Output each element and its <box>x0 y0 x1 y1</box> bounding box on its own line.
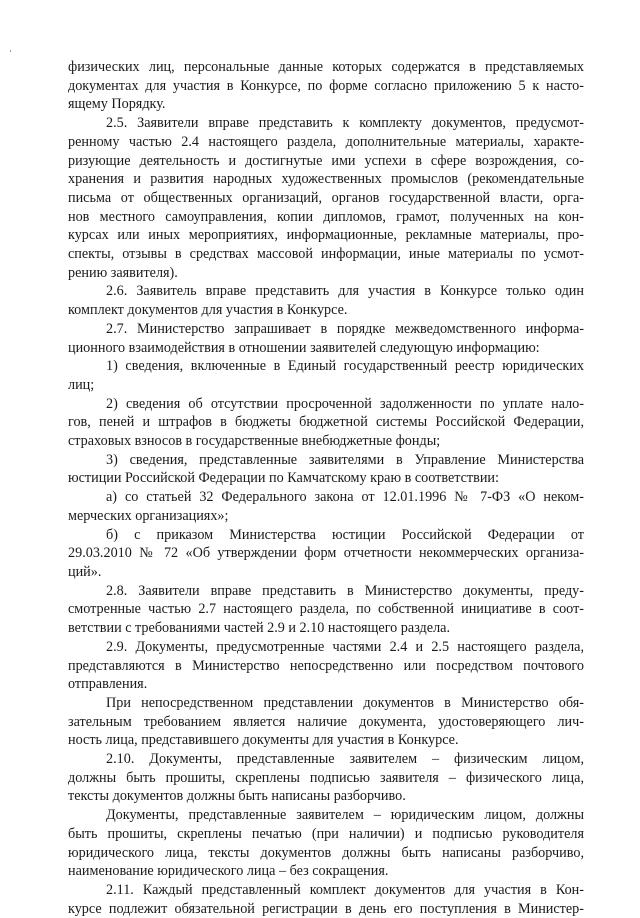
text-line: документах для участия в Конкурсе, по форме согласно приложению 5 к насто- <box>68 77 584 94</box>
text-line: ветствии с требованиями частей 2.9 и 2.10 настоящего раздела. <box>68 620 450 637</box>
text-line: курсе подлежит обязательной регистрации в день его поступления в Министер- <box>68 900 584 917</box>
text-line: а) со статьей 32 Федерального закона от 12.01.1996 № 7-ФЗ «О неком- <box>106 489 584 506</box>
text-line: должны быть прошиты, скреплены подписью заявителя – физического лица, <box>68 769 584 786</box>
text-line: юридического лица, тексты документов должны быть написаны разборчиво, <box>68 844 584 861</box>
text-line: наименование юридического лица – без сокращения. <box>68 863 389 880</box>
text-line: отправления. <box>68 676 148 693</box>
text-line: 2.7. Министерство запрашивает в порядке межведомственного информа- <box>106 320 584 337</box>
text-line: 2) сведения об отсутствии просроченной задолженности по уплате нало- <box>106 395 584 412</box>
text-line: письма от общественных организаций, органов государственной власти, орга- <box>68 189 584 206</box>
text-line: нов местного самоуправления, копии дипломов, грамот, полученных на кон- <box>68 208 584 225</box>
text-line: 2.11. Каждый представленный комплект документов для участия в Кон- <box>106 881 584 898</box>
document-body <box>68 58 584 918</box>
text-line: зательным требованием является наличие документа, удостоверяющего лич- <box>68 713 584 730</box>
text-line: рению заявителя). <box>68 264 178 281</box>
text-line: Документы, представленные заявителем – юридическим лицом, должны <box>106 807 584 824</box>
text-line: спекты, отзывы в средствах массовой информации, иные материалы по усмот- <box>68 246 584 263</box>
text-line: ренному частью 2.4 настоящего раздела, дополнительные материалы, характе- <box>68 133 584 150</box>
text-line: представляются в Министерство непосредственно или посредством почтового <box>68 657 584 674</box>
text-line: 2.9. Документы, предусмотренные частями 2.4 и 2.5 настоящего раздела, <box>106 638 584 655</box>
text-line: хранения и развития народных художественных промыслов (рекомендательные <box>68 171 584 188</box>
text-line: ционного взаимодействия в отношении заявителей следующую информацию: <box>68 339 540 356</box>
text-line: смотренные частью 2.7 настоящего раздела, по собственной инициативе в соот- <box>68 601 584 618</box>
text-line: 1) сведения, включенные в Единый государственный реестр юридических <box>106 358 584 375</box>
text-line: ций». <box>68 563 102 580</box>
text-line: юстиции Российской Федерации по Камчатскому краю в соответствии: <box>68 470 499 487</box>
text-line: 3) сведения, представленные заявителями в Управление Министерства <box>106 451 584 468</box>
text-line: лиц; <box>68 376 95 393</box>
text-line: 2.10. Документы, представленные заявителем – физическим лицом, <box>106 751 584 768</box>
text-line: быть прошиты, скреплены печатью (при наличии) и подписью руководителя <box>68 825 584 842</box>
text-line: ящему Порядку. <box>68 96 166 113</box>
text-line: 2.8. Заявители вправе представить в Министерство документы, преду- <box>106 582 584 599</box>
scan-artifact <box>10 50 11 52</box>
text-line: ризующие деятельность и достигнутые ими успехи в сфере возрождения, со- <box>68 152 584 169</box>
text-line: тексты документов должны быть написаны разборчиво. <box>68 788 406 805</box>
text-line: б) с приказом Министерства юстиции Российской Федерации от <box>106 526 584 543</box>
text-line: физических лиц, персональные данные которых содержатся в представляемых <box>68 59 584 75</box>
text-line: мерческих организациях»; <box>68 507 229 524</box>
text-line: 29.03.2010 № 72 «Об утверждении форм отчетности некоммерческих организа- <box>68 545 584 562</box>
text-line: 2.6. Заявитель вправе представить для участия в Конкурсе только один <box>106 283 584 300</box>
text-line: ность лица, представившего документы для участия в Конкурсе. <box>68 732 459 749</box>
text-line: страховых взносов в государственные внебюджетные фонды; <box>68 433 441 450</box>
text-line: курсах или иных мероприятиях, информационные, рекламные материалы, про- <box>68 227 584 244</box>
text-line: комплект документов для участия в Конкурсе. <box>68 302 348 319</box>
text-line: гов, пеней и штрафов в бюджеты бюджетной системы Российской Федерации, <box>68 414 584 431</box>
text-line: 2.5. Заявители вправе представить к комплекту документов, предусмот- <box>106 115 584 132</box>
text-line: При непосредственном представлении документов в Министерство обя- <box>106 694 584 711</box>
